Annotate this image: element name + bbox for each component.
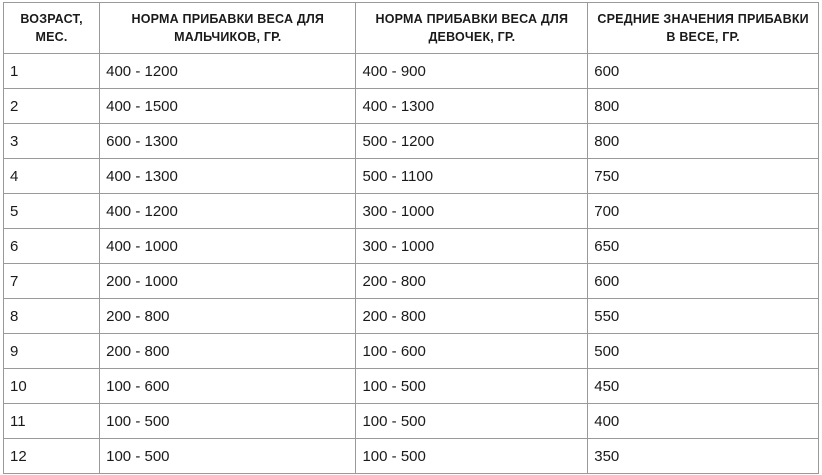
table-row bbox=[4, 229, 819, 264]
cell-age: 3 bbox=[4, 124, 100, 159]
cell-average: 400 bbox=[588, 404, 819, 439]
cell-average: 600 bbox=[588, 264, 819, 299]
cell-girls-norm: 200 - 800 bbox=[356, 264, 588, 299]
cell-average: 500 bbox=[588, 334, 819, 369]
table-row bbox=[4, 124, 819, 159]
cell-girls-norm: 300 - 1000 bbox=[356, 194, 588, 229]
header-age: ВОЗРАСТ, МЕС. bbox=[4, 3, 100, 54]
header-girls-norm: НОРМА ПРИБАВКИ ВЕСА ДЛЯ ДЕВОЧЕК, ГР. bbox=[356, 3, 588, 54]
cell-boys-norm: 400 - 1200 bbox=[100, 54, 356, 89]
cell-average: 550 bbox=[588, 299, 819, 334]
table-row bbox=[4, 89, 819, 124]
cell-girls-norm: 100 - 500 bbox=[356, 439, 588, 474]
cell-age: 6 bbox=[4, 229, 100, 264]
table-body bbox=[4, 54, 819, 474]
cell-boys-norm: 400 - 1300 bbox=[100, 159, 356, 194]
cell-age: 2 bbox=[4, 89, 100, 124]
cell-age: 7 bbox=[4, 264, 100, 299]
cell-age: 4 bbox=[4, 159, 100, 194]
cell-girls-norm: 100 - 500 bbox=[356, 404, 588, 439]
weight-gain-table bbox=[3, 2, 819, 474]
table-row bbox=[4, 159, 819, 194]
cell-age: 1 bbox=[4, 54, 100, 89]
cell-boys-norm: 400 - 1200 bbox=[100, 194, 356, 229]
cell-average: 350 bbox=[588, 439, 819, 474]
cell-boys-norm: 200 - 800 bbox=[100, 334, 356, 369]
cell-age: 10 bbox=[4, 369, 100, 404]
cell-boys-norm: 200 - 800 bbox=[100, 299, 356, 334]
cell-age: 9 bbox=[4, 334, 100, 369]
table-row bbox=[4, 54, 819, 89]
cell-age: 5 bbox=[4, 194, 100, 229]
cell-average: 450 bbox=[588, 369, 819, 404]
table-row bbox=[4, 404, 819, 439]
table-header-row bbox=[4, 3, 819, 54]
cell-girls-norm: 400 - 900 bbox=[356, 54, 588, 89]
cell-average: 700 bbox=[588, 194, 819, 229]
header-average: СРЕДНИЕ ЗНАЧЕНИЯ ПРИБАВКИ В ВЕСЕ, ГР. bbox=[588, 3, 819, 54]
cell-girls-norm: 100 - 600 bbox=[356, 334, 588, 369]
table-row bbox=[4, 299, 819, 334]
table-row bbox=[4, 439, 819, 474]
cell-boys-norm: 100 - 500 bbox=[100, 404, 356, 439]
cell-girls-norm: 400 - 1300 bbox=[356, 89, 588, 124]
table-row bbox=[4, 369, 819, 404]
cell-girls-norm: 500 - 1200 bbox=[356, 124, 588, 159]
cell-age: 12 bbox=[4, 439, 100, 474]
cell-girls-norm: 500 - 1100 bbox=[356, 159, 588, 194]
cell-average: 800 bbox=[588, 89, 819, 124]
cell-girls-norm: 300 - 1000 bbox=[356, 229, 588, 264]
cell-age: 8 bbox=[4, 299, 100, 334]
cell-girls-norm: 100 - 500 bbox=[356, 369, 588, 404]
table-row bbox=[4, 334, 819, 369]
cell-boys-norm: 100 - 600 bbox=[100, 369, 356, 404]
cell-boys-norm: 400 - 1500 bbox=[100, 89, 356, 124]
cell-boys-norm: 200 - 1000 bbox=[100, 264, 356, 299]
cell-boys-norm: 400 - 1000 bbox=[100, 229, 356, 264]
cell-boys-norm: 100 - 500 bbox=[100, 439, 356, 474]
cell-boys-norm: 600 - 1300 bbox=[100, 124, 356, 159]
table-row bbox=[4, 194, 819, 229]
cell-average: 650 bbox=[588, 229, 819, 264]
cell-girls-norm: 200 - 800 bbox=[356, 299, 588, 334]
cell-average: 600 bbox=[588, 54, 819, 89]
cell-average: 800 bbox=[588, 124, 819, 159]
header-boys-norm: НОРМА ПРИБАВКИ ВЕСА ДЛЯ МАЛЬЧИКОВ, ГР. bbox=[100, 3, 356, 54]
table-row bbox=[4, 264, 819, 299]
cell-age: 11 bbox=[4, 404, 100, 439]
cell-average: 750 bbox=[588, 159, 819, 194]
